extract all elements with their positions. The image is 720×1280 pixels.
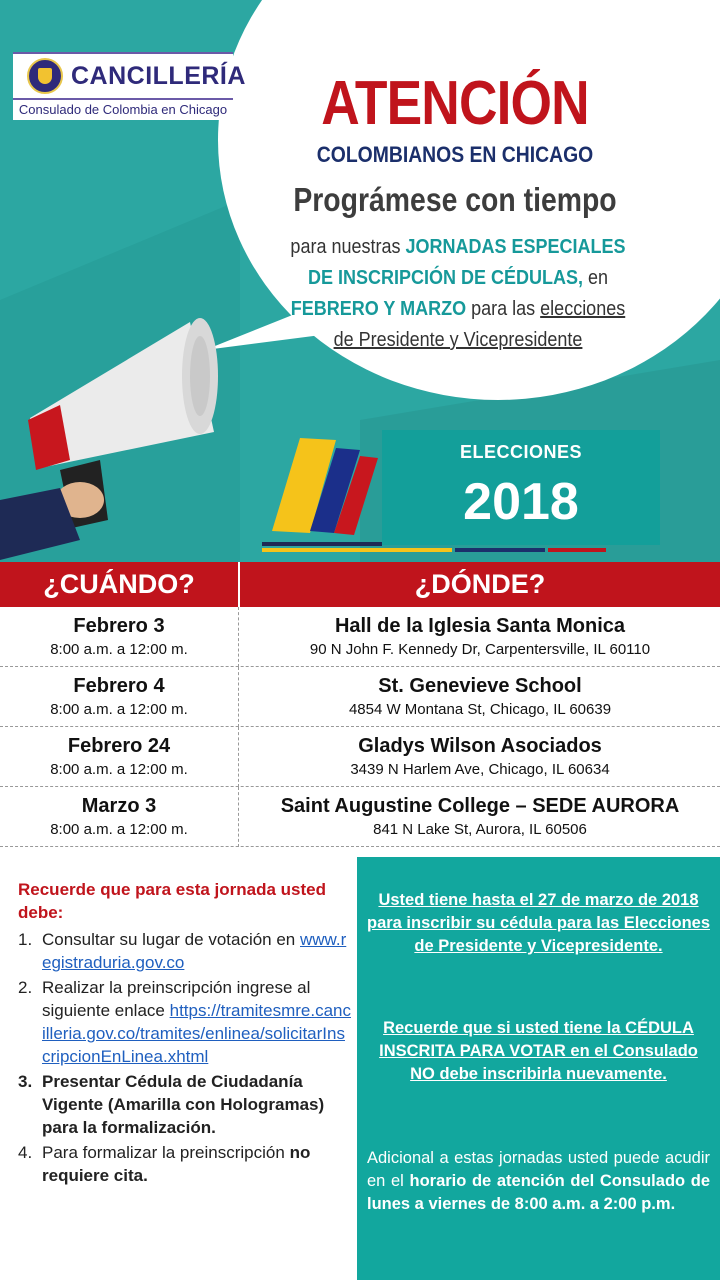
logo-name: CANCILLERÍA [71, 62, 246, 90]
list-item [18, 1070, 352, 1139]
row-separator [238, 787, 239, 847]
note-text: Adicional a estas jornadas usted puede acudir en el [367, 1149, 710, 1190]
elections-box [382, 430, 660, 545]
requirements-list [18, 928, 352, 1187]
step-number: 1. [18, 930, 33, 949]
reminder-text: Recuerde que si usted tiene la CÉDULA INSCRITA PARA VOTAR en el Consulado NO debe inscribirla nuevamente. [379, 1019, 698, 1083]
row-place: Saint Augustine College – SEDE AURORA [280, 795, 680, 817]
list-item [18, 928, 352, 974]
attention-title: ATENCIÓN [321, 69, 589, 138]
hero-banner [0, 0, 720, 562]
step-number: 3. [18, 1072, 33, 1091]
list-item [18, 1141, 352, 1187]
row-time: 8:00 a.m. a 12:00 m. [50, 641, 188, 658]
row-place: Hall de la Iglesia Santa Monica [334, 615, 626, 637]
preinscription-link[interactable]: https://tramitesmre.cancilleria.gov.co/tramites/enlinea/solicitarInscripcionEnLinea.xhtml [42, 1001, 351, 1066]
row-address: 4854 W Montana St, Chicago, IL 60639 [348, 701, 612, 718]
row-time: 8:00 a.m. a 12:00 m. [50, 821, 188, 838]
elections-label: ELECCIONES [459, 442, 583, 462]
step-number: 2. [18, 978, 33, 997]
intro-text-1: para nuestras [290, 236, 401, 258]
row-address: 90 N John F. Kennedy Dr, Carpentersville, IL 60110 [309, 641, 651, 658]
step-text: Para formalizar la preinscripción [42, 1143, 285, 1162]
row-separator [238, 607, 239, 667]
row-time: 8:00 a.m. a 12:00 m. [50, 701, 188, 718]
table-row [0, 607, 720, 667]
table-row [0, 727, 720, 787]
row-time: 8:00 a.m. a 12:00 m. [50, 761, 188, 778]
logo-subtitle: Consulado de Colombia en Chicago [18, 102, 228, 117]
row-date: Febrero 4 [73, 675, 165, 697]
info-panel [357, 857, 720, 1280]
intro-text-3: para las [471, 298, 536, 320]
row-date: Marzo 3 [81, 795, 157, 817]
row-address: 3439 N Harlem Ave, Chicago, IL 60634 [350, 761, 610, 778]
row-place: Gladys Wilson Asociados [358, 735, 602, 757]
flag-line-red [548, 548, 606, 552]
table-row [0, 787, 720, 847]
row-place: St. Genevieve School [378, 675, 582, 697]
row-date: Febrero 24 [67, 735, 171, 757]
row-date: Febrero 3 [73, 615, 165, 637]
step-text: Consultar su lugar de votación en [42, 930, 296, 949]
table-row [0, 667, 720, 727]
program-heading: Prográmese con tiempo [293, 181, 617, 218]
note-bold-text: horario de atención del Consulado de lunes a viernes de 8:00 a.m. a 2:00 p.m. [367, 1172, 710, 1213]
intro-highlight-2: FEBRERO Y MARZO [290, 298, 467, 320]
table-header [0, 562, 720, 607]
when-header: ¿CUÁNDO? [43, 569, 195, 599]
step-number: 4. [18, 1143, 33, 1162]
row-address: 841 N Lake St, Aurora, IL 60506 [373, 821, 587, 838]
audience-subtitle: COLOMBIANOS EN CHICAGO [316, 142, 594, 167]
step-bold-text: no requiere cita. [42, 1143, 311, 1185]
registraduria-link[interactable]: www.registraduria.gov.co [42, 930, 347, 972]
requirements-section [18, 878, 352, 1189]
row-separator [238, 727, 239, 787]
flag-line-blue [455, 548, 545, 552]
row-separator [238, 667, 239, 727]
elections-year: 2018 [463, 473, 579, 531]
flag-line-yellow [262, 548, 452, 552]
deadline-text: Usted tiene hasta el 27 de marzo de 2018 para inscribir su cédula para las Elecciones de Presidente y Vicepresidente. [367, 891, 710, 955]
step-text: Presentar Cédula de Ciudadanía Vigente (Amarilla con Hologramas) para la formalización. [42, 1072, 325, 1137]
step-text: Realizar la preinscripción ingrese al siguiente enlace [42, 978, 311, 1020]
intro-text-2: en [588, 267, 609, 289]
intro-highlight-1: JORNADAS ESPECIALES DE INSCRIPCIÓN DE CÉDULAS, [307, 236, 626, 289]
where-header: ¿DÓNDE? [414, 569, 546, 599]
list-item [18, 976, 352, 1068]
office-hours-note [367, 1147, 710, 1216]
requirements-title: Recuerde que para esta jornada usted debe: [18, 880, 326, 922]
intro-underline: elecciones de Presidente y Vicepresidente [333, 298, 626, 351]
